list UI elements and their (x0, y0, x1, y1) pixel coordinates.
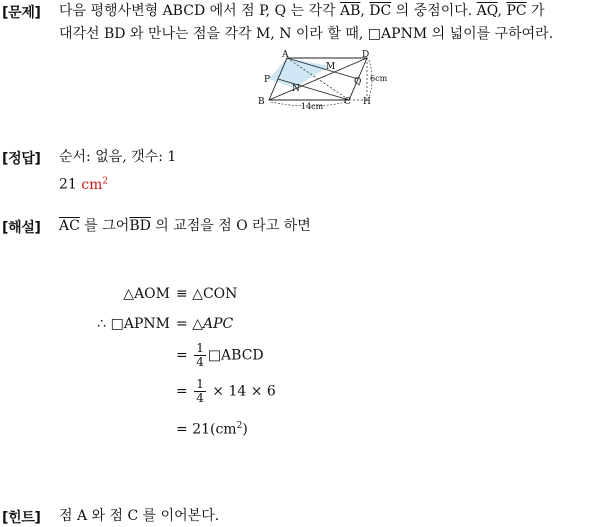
eq1-left: △AOM (123, 286, 170, 302)
eq3-rhs: = $\frac{1}{4}$ □ABCD (176, 341, 264, 369)
label-h: H (363, 97, 371, 107)
problem-line-2: 대각선 BD 와 만나는 점을 각각 M, N 이라 할 때, □APNM 의 넓이를 구하여라. (59, 26, 554, 42)
eq2-left: ∴ □APNM (97, 316, 170, 332)
label-b: B (258, 97, 265, 107)
explanation-label: [해설] (2, 220, 41, 236)
label-n: N (292, 84, 300, 94)
eq5-rhs: = $21(cm^2)$ (176, 421, 248, 438)
eq2-rhs: = △APC (176, 316, 234, 332)
hint-label: [힌트] (2, 510, 41, 526)
label-height: 6cm (370, 74, 388, 83)
answer-label: [정답] (2, 151, 41, 167)
label-d: D (362, 50, 370, 60)
eq1-rhs: ≡ △CON (176, 286, 238, 302)
fraction-quarter: $\frac{1}{4}$ (196, 377, 204, 405)
segment-aq: $\overline{AQ}$ (476, 3, 498, 19)
segment-ab: $\overline{AB}$ (339, 3, 361, 19)
problem-label: [문제] (2, 5, 41, 21)
answer-line-1: 순서: 없음, 갯수: 1 (59, 149, 177, 165)
segment-bd: $\overline{BD}$ (129, 218, 151, 234)
label-q: Q (354, 77, 362, 87)
fraction-quarter: $\frac{1}{4}$ (196, 341, 204, 369)
segment-dc: $\overline{DC}$ (369, 3, 392, 19)
hint-text: 점 A 와 점 C 를 이어본다. (59, 508, 220, 524)
answer-value: 21 $cm^2$ (59, 176, 109, 193)
explanation-intro: $\overline{AC}$ 를 그어$\overline{BD}$ 의 교점을 점 O 라고 하면 (59, 218, 311, 234)
label-c: C (344, 97, 351, 107)
segment-ac: $\overline{AC}$ (59, 218, 80, 234)
segment-pc: $\overline{PC}$ (506, 3, 527, 19)
parallelogram-figure (255, 48, 388, 111)
problem-line-1: 다음 평행사변형 ABCD 에서 점 P, Q 는 각각 $\overline{AB}$, $\overline{DC}$ 의 중점이다. $\overline{AQ}$, $\overline{PC}$ 가 (59, 3, 545, 19)
label-a: A (282, 50, 289, 60)
line-pc (278, 79, 349, 100)
label-base: 14cm (301, 102, 324, 111)
eq4-rhs: = $\frac{1}{4}$ × 14 × 6 (176, 377, 276, 405)
answer-unit: $cm^2$ (81, 176, 109, 193)
label-p: P (264, 75, 271, 85)
label-m: M (326, 62, 336, 72)
